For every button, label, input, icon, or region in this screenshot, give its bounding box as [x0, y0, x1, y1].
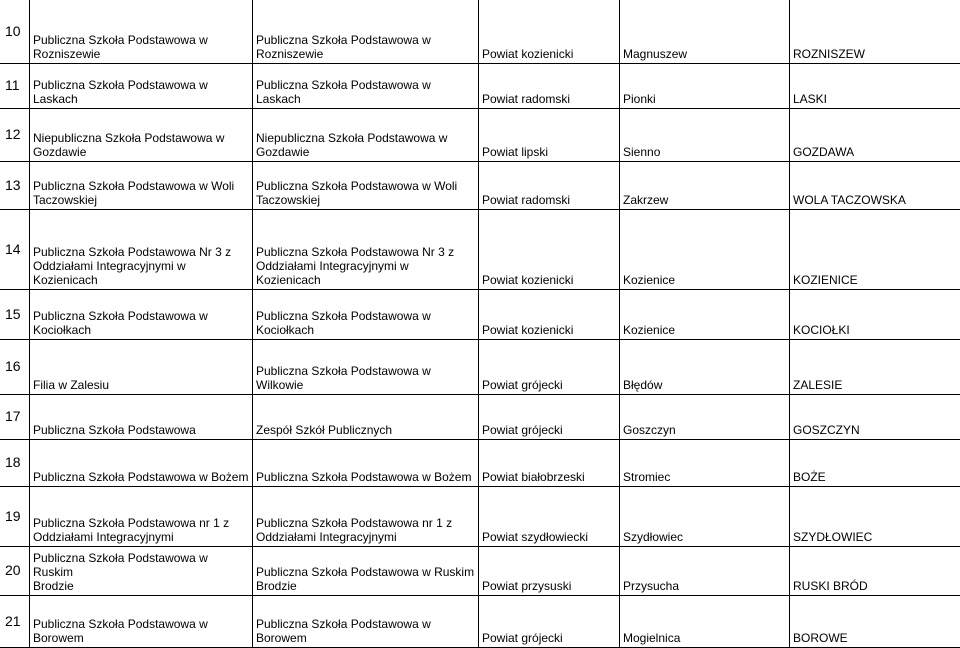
row-number: 20 — [0, 547, 30, 596]
county-cell: Powiat kozienicki — [479, 210, 620, 290]
commune-cell: Szydłowiec — [620, 487, 790, 547]
school-name-cell-line: Publiczna Szkoła Podstawowa w Laskach — [33, 78, 250, 106]
school-complex-name-cell — [253, 210, 479, 290]
commune-cell: Mogielnica — [620, 596, 790, 648]
school-name-cell-line: Niepubliczna Szkoła Podstawowa w — [33, 131, 250, 145]
town-cell: KOZIENICE — [790, 210, 960, 290]
school-complex-name-cell-line: Publiczna Szkoła Podstawowa w — [256, 309, 476, 323]
school-name-cell-line: Taczowskiej — [33, 193, 250, 207]
school-complex-name-cell — [253, 109, 479, 162]
row-number: 17 — [0, 395, 30, 440]
row-number: 10 — [0, 0, 30, 64]
school-complex-name-cell-line: Publiczna Szkoła Podstawowa w Ruskim — [256, 565, 476, 579]
town-cell: LASKI — [790, 64, 960, 109]
school-name-cell — [30, 109, 253, 162]
school-name-cell — [30, 487, 253, 547]
school-complex-name-cell-line: Gozdawie — [256, 145, 476, 159]
table-row — [0, 487, 960, 547]
commune-cell: Stromiec — [620, 440, 790, 487]
school-name-cell-line: Brodzie — [33, 579, 250, 593]
table-row — [0, 340, 960, 395]
commune-cell: Zakrzew — [620, 162, 790, 210]
school-complex-name-cell-line: Publiczna Szkoła Podstawowa nr 1 z — [256, 516, 476, 530]
county-cell: Powiat lipski — [479, 109, 620, 162]
school-name-cell-line: Oddziałami Integracyjnymi — [33, 530, 250, 544]
school-name-cell-line: Publiczna Szkoła Podstawowa Nr 3 z — [33, 245, 250, 259]
table-row — [0, 395, 960, 440]
county-cell: Powiat grójecki — [479, 340, 620, 395]
commune-cell: Pionki — [620, 64, 790, 109]
school-name-cell-line: Publiczna Szkoła Podstawowa w Ruskim — [33, 551, 250, 579]
town-cell: BOROWE — [790, 596, 960, 648]
school-complex-name-cell — [253, 0, 479, 64]
school-name-cell-line: Publiczna Szkoła Podstawowa nr 1 z — [33, 516, 250, 530]
school-complex-name-cell — [253, 162, 479, 210]
county-cell: Powiat białobrzeski — [479, 440, 620, 487]
town-cell: ZALESIE — [790, 340, 960, 395]
county-cell: Powiat kozienicki — [479, 0, 620, 64]
school-name-cell-line: Publiczna Szkoła Podstawowa — [33, 423, 250, 437]
school-complex-name-cell — [253, 547, 479, 596]
school-complex-name-cell — [253, 487, 479, 547]
table-row — [0, 290, 960, 340]
row-number: 16 — [0, 340, 30, 395]
school-name-cell — [30, 210, 253, 290]
school-complex-name-cell-line: Oddziałami Integracyjnymi — [256, 530, 476, 544]
commune-cell: Kozienice — [620, 210, 790, 290]
row-number: 19 — [0, 487, 30, 547]
table-row — [0, 547, 960, 596]
row-number: 12 — [0, 109, 30, 162]
county-cell: Powiat radomski — [479, 162, 620, 210]
commune-cell: Przysucha — [620, 547, 790, 596]
school-complex-name-cell-line: Publiczna Szkoła Podstawowa w Laskach — [256, 78, 476, 106]
school-complex-name-cell-line: Taczowskiej — [256, 193, 476, 207]
school-complex-name-cell-line: Zespół Szkół Publicznych — [256, 423, 476, 437]
county-cell: Powiat przysuski — [479, 547, 620, 596]
school-name-cell — [30, 547, 253, 596]
county-cell: Powiat kozienicki — [479, 290, 620, 340]
school-complex-name-cell-line: Publiczna Szkoła Podstawowa Nr 3 z — [256, 245, 476, 259]
county-cell: Powiat grójecki — [479, 596, 620, 648]
school-name-cell-line: Publiczna Szkoła Podstawowa w Woli — [33, 179, 250, 193]
table-row — [0, 440, 960, 487]
school-name-cell — [30, 596, 253, 648]
school-complex-name-cell — [253, 290, 479, 340]
county-cell: Powiat radomski — [479, 64, 620, 109]
town-cell: SZYDŁOWIEC — [790, 487, 960, 547]
school-name-cell-line: Kociołkach — [33, 323, 250, 337]
town-cell: KOCIOŁKI — [790, 290, 960, 340]
school-name-cell — [30, 162, 253, 210]
school-name-cell-line: Filia w Zalesiu — [33, 378, 250, 392]
commune-cell: Kozienice — [620, 290, 790, 340]
row-number: 18 — [0, 440, 30, 487]
row-number: 21 — [0, 596, 30, 648]
table-row — [0, 109, 960, 162]
school-complex-name-cell — [253, 440, 479, 487]
town-cell: GOSZCZYN — [790, 395, 960, 440]
school-name-cell-line: Publiczna Szkoła Podstawowa w — [33, 617, 250, 631]
school-name-cell-line: Publiczna Szkoła Podstawowa w — [33, 309, 250, 323]
commune-cell: Magnuszew — [620, 0, 790, 64]
row-number: 14 — [0, 210, 30, 290]
school-name-cell — [30, 0, 253, 64]
town-cell: BOŻE — [790, 440, 960, 487]
school-name-cell — [30, 340, 253, 395]
town-cell: GOZDAWA — [790, 109, 960, 162]
school-complex-name-cell-line: Wilkowie — [256, 378, 476, 392]
school-complex-name-cell-line: Publiczna Szkoła Podstawowa w — [256, 364, 476, 378]
town-cell: ROZNISZEW — [790, 0, 960, 64]
county-cell: Powiat szydłowiecki — [479, 487, 620, 547]
table-row — [0, 162, 960, 210]
row-number: 15 — [0, 290, 30, 340]
commune-cell: Błędów — [620, 340, 790, 395]
school-name-cell — [30, 290, 253, 340]
school-complex-name-cell-line: Oddziałami Integracyjnymi w Kozienicach — [256, 259, 476, 287]
school-name-cell-line: Oddziałami Integracyjnymi w Kozienicach — [33, 259, 250, 287]
school-complex-name-cell — [253, 395, 479, 440]
school-name-cell-line: Publiczna Szkoła Podstawowa w Bożem — [33, 470, 250, 484]
school-complex-name-cell — [253, 596, 479, 648]
table-row — [0, 210, 960, 290]
school-name-cell — [30, 440, 253, 487]
school-name-cell-line: Borowem — [33, 631, 250, 645]
school-complex-name-cell-line: Publiczna Szkoła Podstawowa w Bożem — [256, 470, 476, 484]
table-row — [0, 596, 960, 648]
row-number: 11 — [0, 64, 30, 109]
school-complex-name-cell-line: Brodzie — [256, 579, 476, 593]
school-complex-name-cell-line: Niepubliczna Szkoła Podstawowa w — [256, 131, 476, 145]
county-cell: Powiat grójecki — [479, 395, 620, 440]
school-name-cell-line: Gozdawie — [33, 145, 250, 159]
table-row — [0, 64, 960, 109]
school-name-cell — [30, 64, 253, 109]
town-cell: RUSKI BRÓD — [790, 547, 960, 596]
town-cell: WOLA TACZOWSKA — [790, 162, 960, 210]
commune-cell: Sienno — [620, 109, 790, 162]
school-complex-name-cell — [253, 64, 479, 109]
school-complex-name-cell-line: Rozniszewie — [256, 47, 476, 61]
row-number: 13 — [0, 162, 30, 210]
school-complex-name-cell-line: Kociołkach — [256, 323, 476, 337]
school-name-cell-line: Publiczna Szkoła Podstawowa w — [33, 33, 250, 47]
table-row — [0, 0, 960, 64]
school-complex-name-cell-line: Publiczna Szkoła Podstawowa w Woli — [256, 179, 476, 193]
school-complex-name-cell — [253, 340, 479, 395]
commune-cell: Goszczyn — [620, 395, 790, 440]
school-complex-name-cell-line: Borowem — [256, 631, 476, 645]
school-complex-name-cell-line: Publiczna Szkoła Podstawowa w — [256, 33, 476, 47]
school-name-cell-line: Rozniszewie — [33, 47, 250, 61]
school-name-cell — [30, 395, 253, 440]
school-complex-name-cell-line: Publiczna Szkoła Podstawowa w — [256, 617, 476, 631]
